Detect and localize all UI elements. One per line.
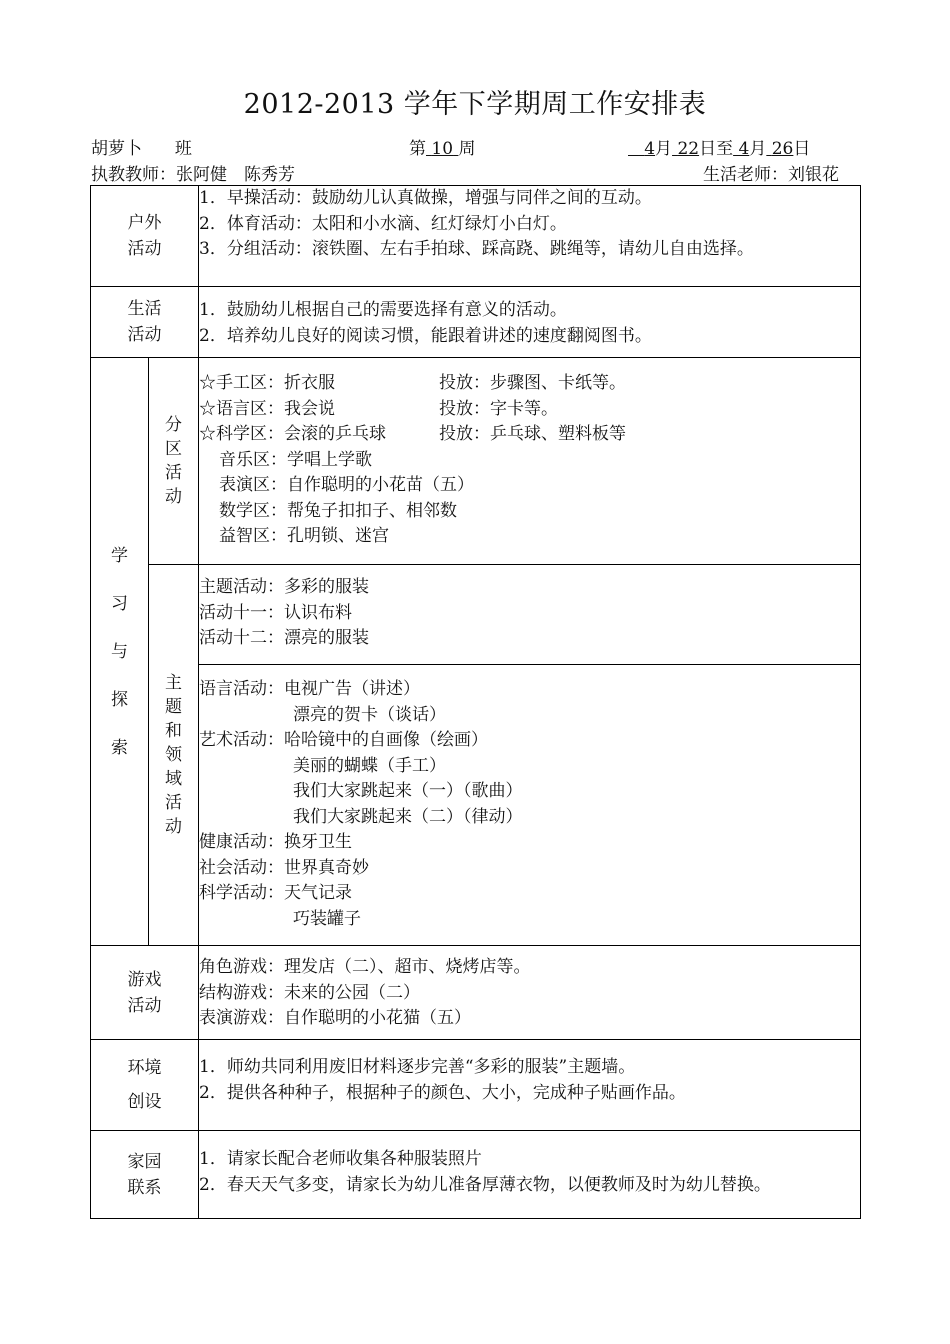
zone-char: 动 (165, 487, 182, 507)
game-line: 结构游戏：未来的公园（二） (199, 982, 420, 1003)
theme-char: 动 (165, 817, 182, 837)
domain-line: 巧装罐子 (293, 908, 361, 929)
zone-row (199, 422, 860, 448)
domain-line: 我们大家跳起来（二）（律动） (293, 806, 523, 827)
zone-area: ☆手工区：折衣服 (199, 373, 335, 393)
label-outdoor-1: 户外 (127, 213, 162, 233)
week-suffix: 周 (458, 139, 476, 159)
domain-line: 语言活动：电视广告（讲述） (199, 679, 420, 699)
theme-line: 活动十一：认识布料 (199, 602, 352, 623)
week-num (426, 139, 458, 159)
theme-char: 题 (165, 697, 182, 717)
game-line: 角色游戏：理发店（二）、超市、烧烤店等。 (199, 957, 531, 977)
domain-line: 美丽的蝴蝶（手工） (293, 755, 446, 776)
zone-material: 投放：步骤图、卡纸等。 (439, 373, 626, 393)
page-title: 2012-2013 学年下学期周工作安排表 (243, 89, 707, 120)
content-theme (199, 565, 861, 665)
environment-line: 1．师幼共同利用废旧材料逐步完善“多彩的服装”主题墙。 (199, 1057, 636, 1077)
label-game (91, 946, 199, 1040)
domain-line: 社会活动：世界真奇妙 (199, 857, 369, 878)
week-num-value: 10 (431, 139, 454, 159)
label-outdoor (91, 186, 199, 287)
start-month (628, 139, 655, 159)
end-day-value: 26 (771, 139, 794, 159)
zone-char: 活 (165, 463, 182, 483)
label-outdoor-2: 活动 (127, 239, 162, 259)
label-home-2: 联系 (127, 1177, 162, 1198)
label-game-1: 游戏 (127, 969, 162, 990)
end-month (733, 139, 749, 159)
learning-char: 习 (111, 593, 128, 614)
outdoor-line: 3．分组活动：滚铁圈、左右手拍球、踩高跷、跳绳等，请幼儿自由选择。 (199, 239, 754, 259)
learning-char: 探 (111, 689, 128, 710)
outdoor-line: 2．体育活动：太阳和小水滴、红灯绿灯小白灯。 (199, 213, 567, 234)
label-home (91, 1131, 199, 1219)
content-home (199, 1131, 861, 1219)
zone-char: 区 (165, 439, 182, 459)
day-to-label: 日至 (699, 139, 734, 159)
zone-row (199, 371, 860, 397)
content-life (199, 287, 861, 358)
life-line: 2．培养幼儿良好的阅读习惯，能跟着讲述的速度翻阅图书。 (199, 325, 652, 346)
content-environment (199, 1040, 861, 1131)
start-day-value: 22 (677, 139, 700, 159)
label-learning (91, 358, 149, 946)
label-environment-2: 创设 (127, 1092, 162, 1112)
life-line: 1．鼓励幼儿根据自己的需要选择有意义的活动。 (199, 300, 567, 320)
domain-line: 科学活动：天气记录 (199, 883, 352, 903)
theme-char: 活 (165, 793, 182, 813)
month-label-2: 月 (749, 139, 767, 159)
row-domain (91, 665, 861, 946)
label-zone (149, 358, 199, 565)
theme-line: 活动十二：漂亮的服装 (199, 628, 369, 648)
row-life (91, 287, 861, 358)
label-life (91, 287, 199, 358)
home-line: 1．请家长配合老师收集各种服装照片 (199, 1149, 482, 1169)
zone-material: 投放：字卡等。 (439, 398, 558, 419)
learning-char: 索 (111, 737, 128, 758)
content-game (199, 946, 861, 1040)
teachers: 执教教师：张阿健 陈秀芳 (91, 165, 295, 185)
row-theme (91, 565, 861, 665)
theme-line: 主题活动：多彩的服装 (199, 577, 369, 597)
row-game (91, 946, 861, 1040)
date-range (628, 134, 810, 159)
zone-line: 数学区：帮兔子扣扣子、相邻数 (219, 500, 457, 521)
row-outdoor (91, 186, 861, 287)
day-label: 日 (793, 139, 811, 159)
week-number (409, 134, 475, 159)
zone-line: 表演区：自作聪明的小花苗（五） (219, 475, 474, 495)
week-prefix: 第 (409, 139, 426, 159)
content-outdoor (199, 186, 861, 287)
class-suffix: 班 (174, 139, 192, 159)
class-name-text: 胡萝卜 (91, 139, 142, 159)
label-life-1: 生活 (127, 299, 162, 319)
zone-char: 分 (165, 415, 182, 435)
zone-row (199, 397, 860, 423)
domain-line: 我们大家跳起来（一）（歌曲） (293, 781, 523, 801)
theme-char: 和 (165, 721, 182, 741)
theme-char: 域 (165, 769, 182, 789)
home-line: 2．春天天气多变，请家长为幼儿准备厚薄衣物，以便教师及时为幼儿替换。 (199, 1174, 771, 1195)
label-environment (91, 1040, 199, 1131)
label-theme (149, 565, 199, 946)
zone-area: ☆科学区：会滚的乒乓球 (199, 424, 386, 444)
end-day (766, 139, 793, 159)
label-life-2: 活动 (127, 325, 162, 345)
row-environment (91, 1040, 861, 1131)
zone-line: 益智区：孔明锁、迷宫 (219, 526, 389, 546)
class-name (91, 134, 192, 159)
month-label-1: 月 (655, 139, 673, 159)
label-home-1: 家园 (127, 1151, 162, 1172)
learning-char: 学 (111, 545, 128, 566)
start-day (672, 139, 699, 159)
zone-area: ☆语言区：我会说 (199, 398, 335, 419)
environment-line: 2．提供各种种子，根据种子的颜色、大小，完成种子贴画作品。 (199, 1082, 686, 1103)
start-month-value: 4 (644, 139, 656, 159)
theme-char: 领 (165, 745, 182, 765)
domain-line: 艺术活动：哈哈镜中的自画像（绘画） (199, 730, 488, 750)
end-month-value: 4 (738, 139, 750, 159)
content-zone (199, 358, 861, 565)
zone-line: 音乐区：学唱上学歌 (219, 449, 372, 470)
domain-line: 漂亮的贺卡（谈话） (293, 704, 446, 725)
learning-char: 与 (111, 641, 128, 662)
row-home (91, 1131, 861, 1219)
outdoor-line: 1．早操活动：鼓励幼儿认真做操，增强与同伴之间的互动。 (199, 188, 652, 208)
label-game-2: 活动 (127, 995, 162, 1016)
zone-material: 投放：乒乓球、塑料板等 (439, 424, 626, 444)
theme-char: 主 (165, 673, 182, 693)
game-line: 表演游戏：自作聪明的小花猫（五） (199, 1008, 471, 1028)
content-domain (199, 665, 861, 946)
label-environment-1: 环境 (127, 1058, 162, 1078)
schedule-table (90, 185, 861, 1219)
row-zone (91, 358, 861, 565)
life-teacher: 生活老师：刘银花 (703, 165, 839, 185)
domain-line: 健康活动：换牙卫生 (199, 832, 352, 852)
